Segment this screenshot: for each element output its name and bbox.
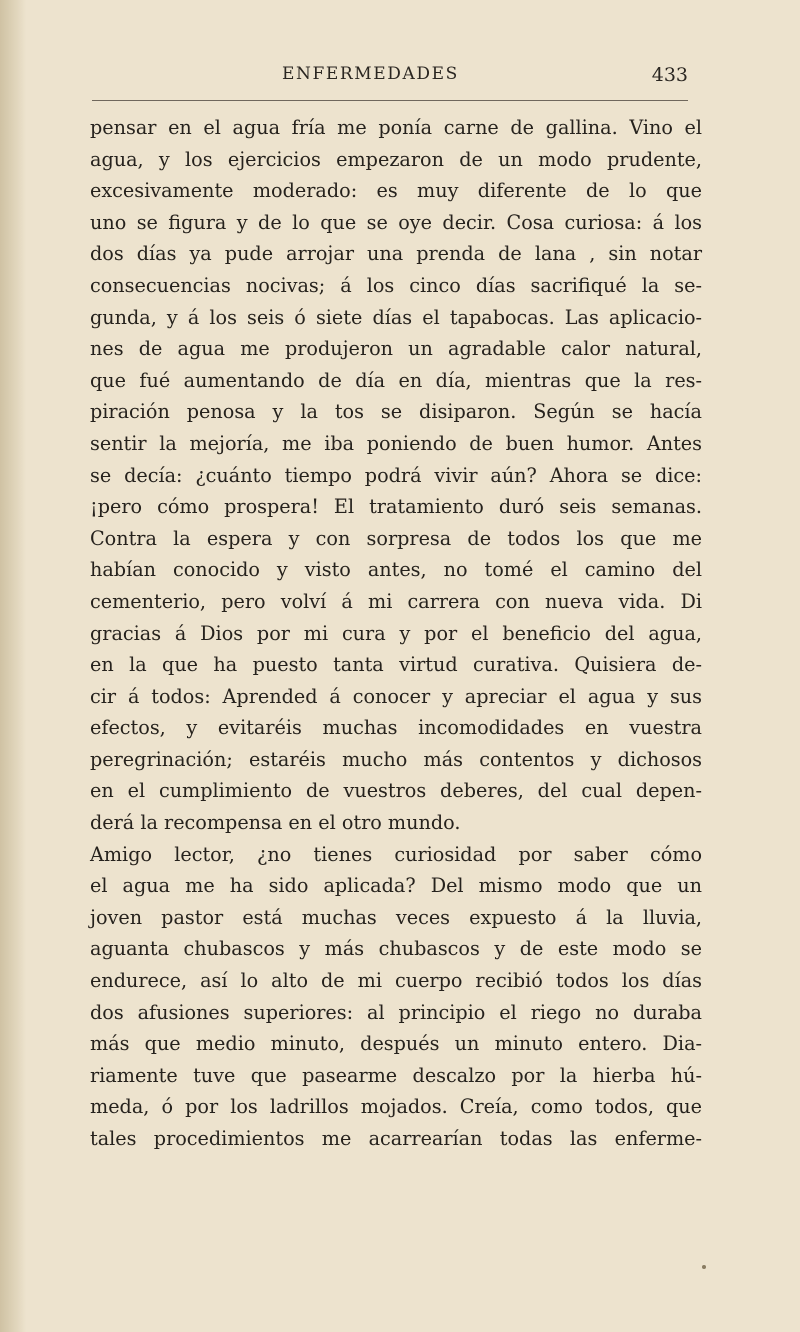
- text-line: peregrinación; estaréis mucho más contentos y dichosos: [90, 747, 702, 771]
- chapter-title: ENFERMEDADES: [282, 64, 459, 84]
- text-line: joven pastor está muchas veces expuesto á la lluvia,: [90, 905, 702, 929]
- text-line: tales procedimientos me acarrearían todas las enferme-: [90, 1127, 702, 1150]
- text-line: en el cumplimiento de vuestros deberes, del cual depen-: [90, 779, 702, 803]
- text-line: efectos, y evitaréis muchas incomodidades en vuestra: [90, 716, 702, 740]
- paragraph-end-line: derá la recompensa en el otro mundo.: [90, 811, 461, 835]
- text-line: ¡pero cómo prospera! El tratamiento duró seis semanas.: [90, 495, 702, 519]
- text-line: dos afusiones superiores: al principio el riego no duraba: [90, 1000, 702, 1024]
- text-line: consecuencias nocivas; á los cinco días sacrifiqué la se-: [90, 273, 702, 297]
- text-line: piración penosa y la tos se disiparon. Según se hacía: [90, 400, 702, 424]
- text-line: se decía: ¿cuánto tiempo podrá vivir aún? Ahora se dice:: [90, 463, 702, 487]
- text-line: cementerio, pero volví á mi carrera con nueva vida. Di: [90, 589, 702, 613]
- text-line: nes de agua me produjeron un agradable calor natural,: [90, 337, 702, 361]
- text-line: más que medio minuto, después un minuto entero. Dia-: [90, 1032, 702, 1056]
- text-line: agua, y los ejercicios empezaron de un modo prudente,: [90, 147, 702, 171]
- text-line: endurece, así lo alto de mi cuerpo recibió todos los días: [90, 969, 702, 993]
- text-line: aguanta chubascos y más chubascos y de este modo se: [90, 937, 702, 961]
- text-line: riamente tuve que pasearme descalzo por la hierba hú-: [90, 1063, 702, 1087]
- text-line: pensar en el agua fría me ponía carne de gallina. Vino el: [90, 116, 702, 139]
- header-rule: [92, 100, 688, 101]
- text-line: uno se figura y de lo que se oye decir. Cosa curiosa: á los: [90, 210, 702, 234]
- running-head: [92, 64, 688, 96]
- text-line: habían conocido y visto antes, no tomé el camino del: [90, 558, 702, 582]
- text-line: cir á todos: Aprended á conocer y apreciar el agua y sus: [90, 684, 702, 708]
- paragraph-start-line: Amigo lector, ¿no tienes curiosidad por saber cómo: [90, 842, 702, 866]
- text-line: en la que ha puesto tanta virtud curativa. Quisiera de-: [90, 653, 702, 677]
- text-line: que fué aumentando de día en día, mientras que la res-: [90, 368, 702, 392]
- text-line: sentir la mejoría, me iba poniendo de buen humor. Antes: [90, 431, 702, 455]
- body-text: [90, 112, 702, 1155]
- text-line: Contra la espera y con sorpresa de todos los que me: [90, 526, 702, 550]
- text-line: meda, ó por los ladrillos mojados. Creía, como todos, que: [90, 1095, 702, 1119]
- text-line: el agua me ha sido aplicada? Del mismo modo que un: [90, 874, 702, 898]
- page-number: 433: [651, 64, 688, 86]
- text-line: gunda, y á los seis ó siete días el tapabocas. Las aplicacio-: [90, 305, 702, 329]
- text-line: gracias á Dios por mi cura y por el beneficio del agua,: [90, 621, 702, 645]
- text-line: dos días ya pude arrojar una prenda de lana , sin notar: [90, 242, 702, 266]
- text-line: excesivamente moderado: es muy diferente de lo que: [90, 179, 702, 203]
- paper-speck: [702, 1265, 706, 1269]
